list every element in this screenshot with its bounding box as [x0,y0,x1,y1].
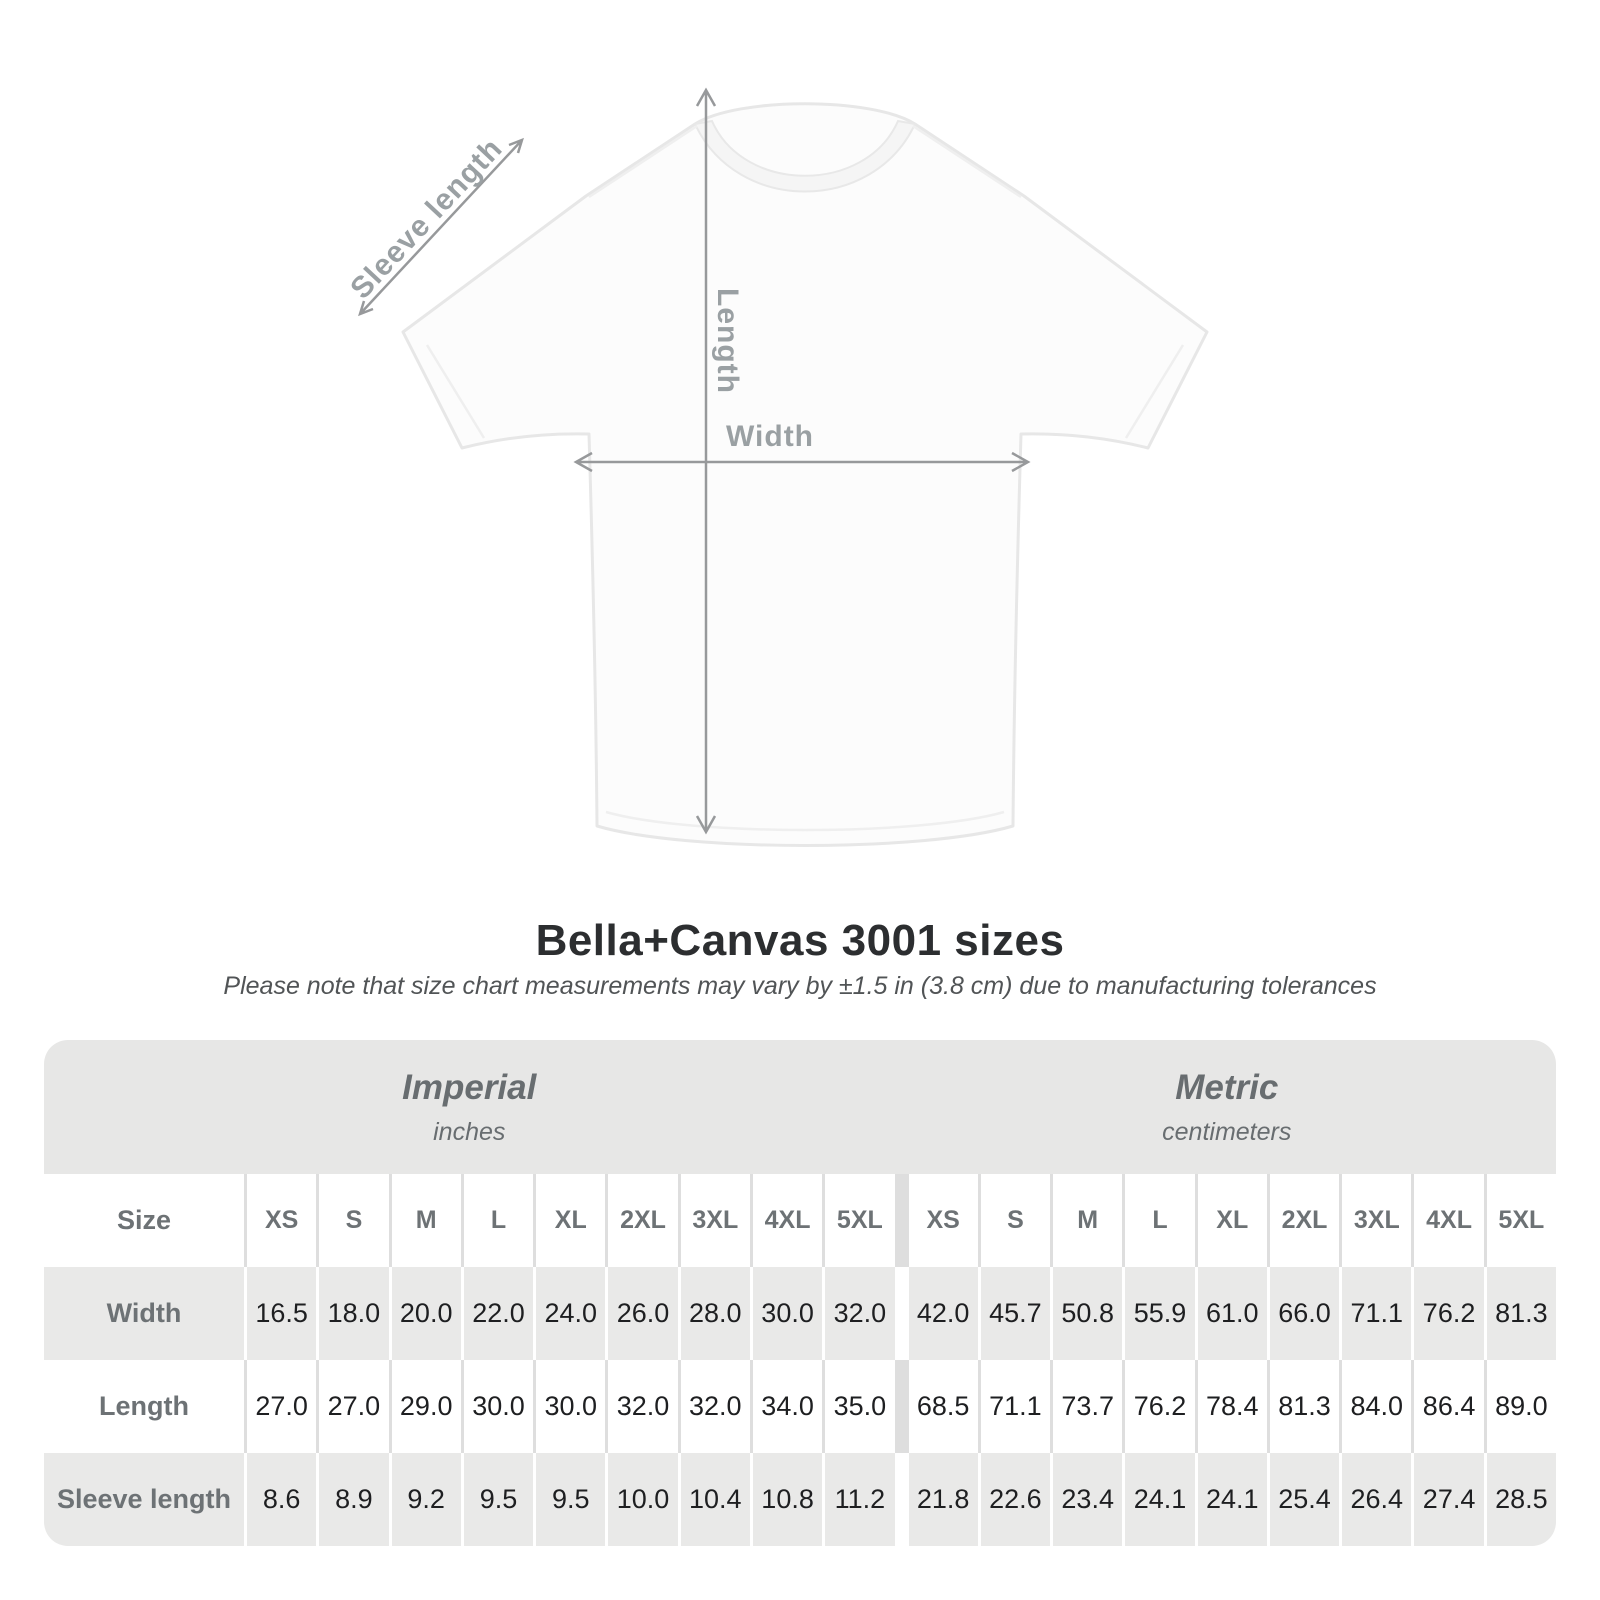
measurement-cell: 76.2 [1414,1267,1483,1360]
size-table [44,1040,1556,1546]
page-title: Bella+Canvas 3001 sizes [535,916,1065,965]
measurement-cell: 32.0 [681,1360,750,1453]
measurement-cell: 45.7 [981,1267,1050,1360]
measurement-cell: 42.0 [909,1267,978,1360]
unit-header-imperial [44,1040,895,1174]
size-table-rows [44,1174,1556,1546]
measurement-cell: 25.4 [1270,1453,1339,1546]
unit-group-subtitle: centimeters [1162,1117,1292,1146]
measurement-cell: 27.0 [247,1360,316,1453]
measurement-cell: 16.5 [247,1267,316,1360]
measurement-cell: 11.2 [825,1453,894,1546]
measurement-cell: 32.0 [608,1360,677,1453]
measurement-row [44,1267,1556,1360]
length-dimension-label: Length [711,288,744,394]
size-column-header: L [1125,1174,1194,1267]
measurement-cell: 24.0 [536,1267,605,1360]
measurement-cell: 22.0 [464,1267,533,1360]
measurement-cell: 28.5 [1487,1453,1556,1546]
size-column-header: S [319,1174,388,1267]
size-column-header: L [464,1174,533,1267]
measurement-cell: 22.6 [981,1453,1050,1546]
size-column-header: 4XL [753,1174,822,1267]
measurement-cell: 26.0 [608,1267,677,1360]
unit-group-divider [898,1360,906,1453]
width-dimension-label: Width [725,420,815,453]
measurement-cell: 86.4 [1414,1360,1483,1453]
measurement-cell: 20.0 [392,1267,461,1360]
tolerance-note: Please note that size chart measurements may vary by ±1.5 in (3.8 cm) due to manufacturing tolerances [223,972,1377,1000]
measurement-cell: 9.5 [464,1453,533,1546]
measurement-cell: 9.2 [392,1453,461,1546]
measurement-cell: 24.1 [1198,1453,1267,1546]
measurement-cell: 10.0 [608,1453,677,1546]
tshirt-body [403,104,1207,846]
measurement-cell: 32.0 [825,1267,894,1360]
unit-group-title: Imperial [402,1067,537,1107]
unit-group-divider [898,1453,906,1546]
size-column-header: 2XL [1270,1174,1339,1267]
measurement-cell: 26.4 [1342,1453,1411,1546]
measurement-cell: 81.3 [1487,1267,1556,1360]
unit-header-band [44,1040,1556,1174]
size-column-header: 4XL [1414,1174,1483,1267]
measurement-cell: 34.0 [753,1360,822,1453]
measurement-cell: 9.5 [536,1453,605,1546]
size-column-header: 3XL [1342,1174,1411,1267]
row-label: Sleeve length [44,1453,244,1546]
measurement-cell: 10.4 [681,1453,750,1546]
measurement-cell: 89.0 [1487,1360,1556,1453]
measurement-cell: 71.1 [1342,1267,1411,1360]
measurement-cell: 30.0 [536,1360,605,1453]
size-column-header: XS [247,1174,316,1267]
measurement-cell: 50.8 [1053,1267,1122,1360]
measurement-cell: 30.0 [464,1360,533,1453]
unit-group-divider [898,1174,906,1267]
row-label: Size [44,1174,244,1267]
measurement-cell: 27.4 [1414,1453,1483,1546]
measurement-cell: 29.0 [392,1360,461,1453]
measurement-cell: 27.0 [319,1360,388,1453]
measurement-cell: 18.0 [319,1267,388,1360]
size-column-header: 2XL [608,1174,677,1267]
measurement-row [44,1453,1556,1546]
row-label: Length [44,1360,244,1453]
measurement-cell: 84.0 [1342,1360,1411,1453]
measurement-cell: 81.3 [1270,1360,1339,1453]
measurement-cell: 21.8 [909,1453,978,1546]
measurement-cell: 71.1 [981,1360,1050,1453]
measurement-row [44,1360,1556,1453]
measurement-cell: 61.0 [1198,1267,1267,1360]
size-column-header: 5XL [825,1174,894,1267]
measurement-cell: 35.0 [825,1360,894,1453]
measurement-cell: 8.9 [319,1453,388,1546]
size-column-header: XS [909,1174,978,1267]
measurement-cell: 10.8 [753,1453,822,1546]
unit-group-subtitle: inches [433,1117,506,1146]
size-column-header: M [1053,1174,1122,1267]
size-column-header: 5XL [1487,1174,1556,1267]
measurement-cell: 55.9 [1125,1267,1194,1360]
measurement-cell: 66.0 [1270,1267,1339,1360]
unit-group-divider [898,1267,906,1360]
size-column-header: 3XL [681,1174,750,1267]
measurement-cell: 24.1 [1125,1453,1194,1546]
measurement-cell: 30.0 [753,1267,822,1360]
row-label: Width [44,1267,244,1360]
measurement-cell: 28.0 [681,1267,750,1360]
measurement-cell: 73.7 [1053,1360,1122,1453]
measurement-cell: 76.2 [1125,1360,1194,1453]
size-header-row [44,1174,1556,1267]
unit-group-title: Metric [1175,1067,1279,1107]
sleeve-length-dimension-label: Sleeve length [344,131,510,306]
size-column-header: S [981,1174,1050,1267]
measurement-cell: 8.6 [247,1453,316,1546]
measurement-cell: 78.4 [1198,1360,1267,1453]
size-column-header: M [392,1174,461,1267]
measurement-cell: 23.4 [1053,1453,1122,1546]
unit-header-metric [898,1040,1557,1174]
size-column-header: XL [536,1174,605,1267]
measurement-cell: 68.5 [909,1360,978,1453]
size-column-header: XL [1198,1174,1267,1267]
